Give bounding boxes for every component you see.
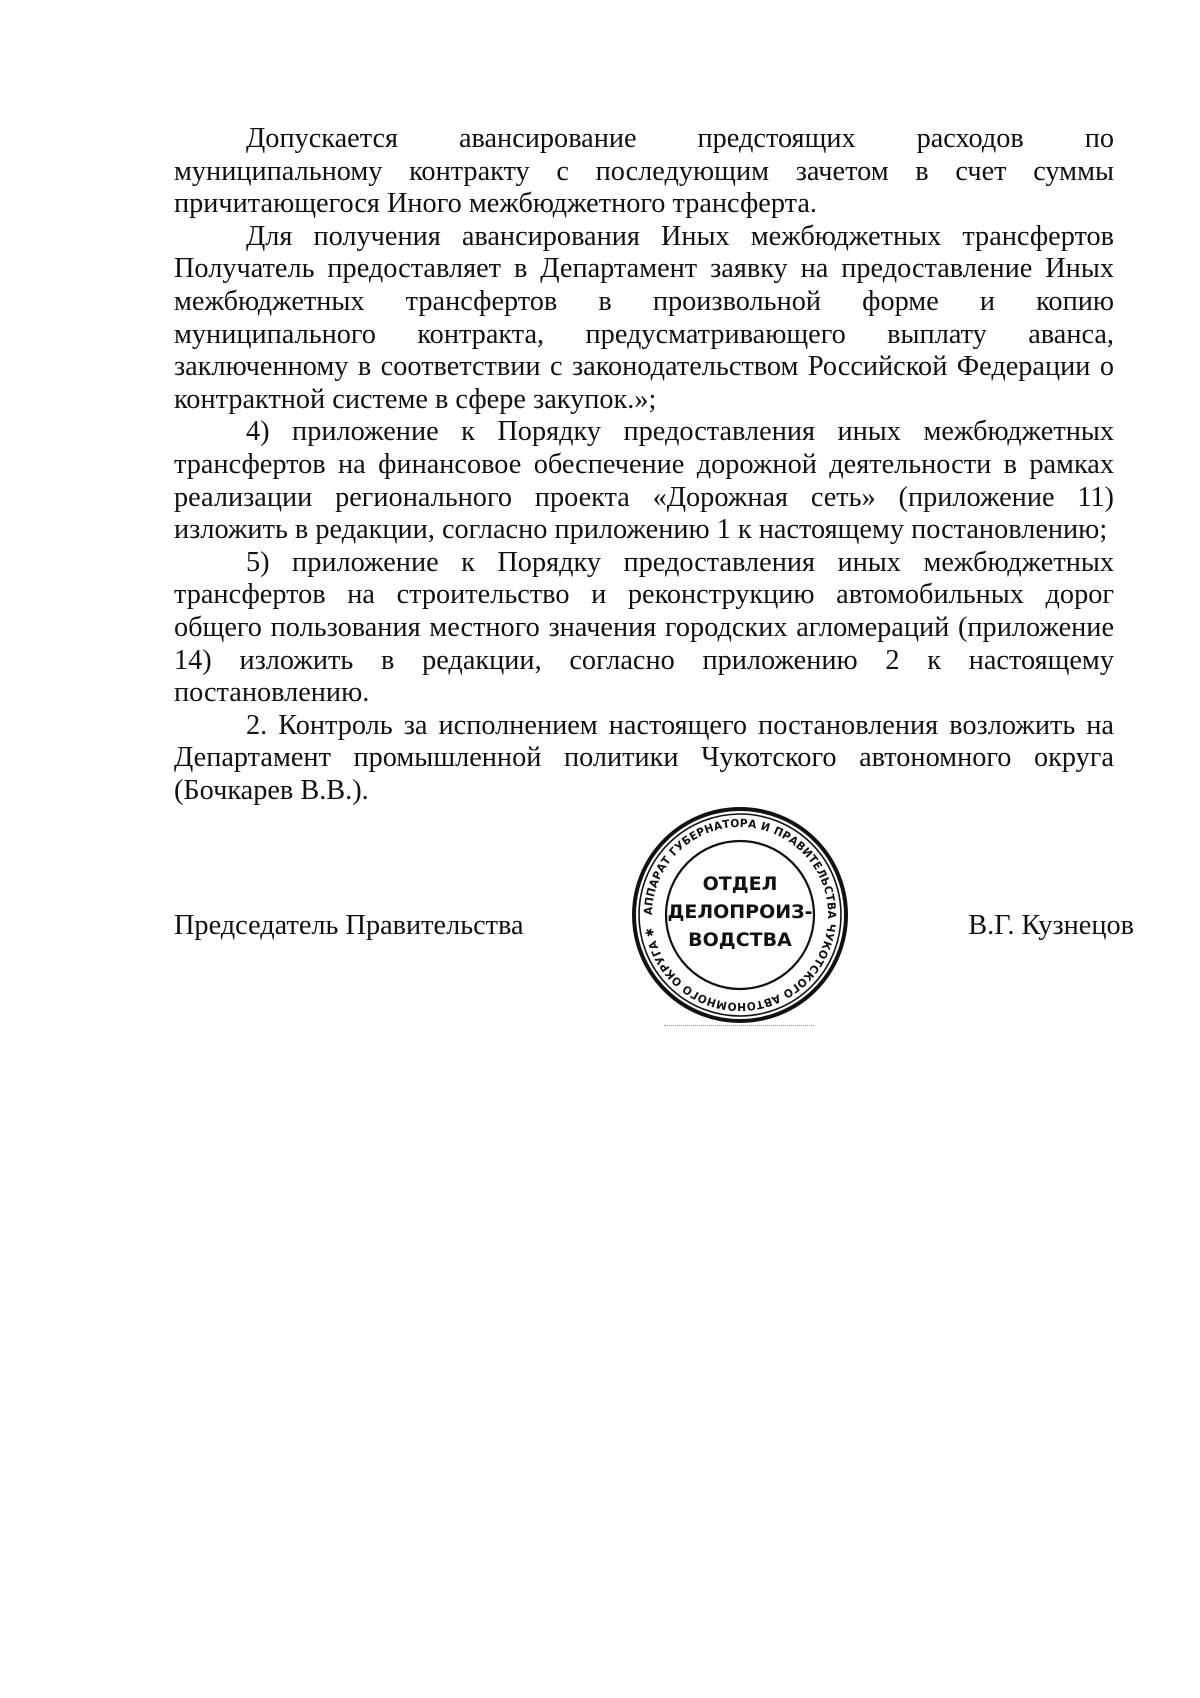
document-body	[174, 123, 1114, 807]
seal-ring-text: АППАРАТ ГУБЕРНАТОРА И ПРАВИТЕЛЬСТВА ЧУКОТСКОГО АВТОНОМНОГО ОКРУГА ✱	[641, 816, 839, 1014]
scan-artifact-divider	[664, 1025, 814, 1026]
official-seal	[630, 805, 850, 1025]
signer-name: В.Г. Кузнецов	[968, 910, 1134, 941]
seal-line-1: ОТДЕЛ	[702, 873, 778, 895]
seal-line-2: ДЕЛОПРОИЗ-	[667, 901, 813, 923]
seal-graphic	[630, 805, 850, 1025]
signer-position: Председатель Правительства	[174, 910, 524, 941]
paragraph-control: 2. Контроль за исполнением настоящего постановления возложить на Департамент промышленной политики Чукотского автономного округа (Бочкарев В.В.).	[174, 709, 1114, 806]
paragraph-item-5: 5) приложение к Порядку предоставления иных межбюджетных трансфертов на строительство и реконструкцию автомобильных дорог общего пользования местного значения городских агломераций (приложение 14) изложить в редакции, согласно приложению 2 к настоящему постановлению.	[174, 546, 1114, 709]
paragraph-advance-request: Для получения авансирования Иных межбюджетных трансфертов Получатель предоставляет в Департамент заявку на предоставление Иных межбюджетных трансфертов в произвольной форме и копию муниципального контракта, предусматривающего выплату аванса, заключенному в соответствии с законодательством Российской Федерации о контрактной системе в сфере закупок.»;	[174, 220, 1114, 415]
paragraph-item-4: 4) приложение к Порядку предоставления иных межбюджетных трансфертов на финансовое обеспечение дорожной деятельности в рамках реализации регионального проекта «Дорожная сеть» (приложение 11) изложить в редакции, согласно приложению 1 к настоящему постановлению;	[174, 416, 1114, 546]
seal-line-3: ВОДСТВА	[688, 929, 792, 951]
paragraph-advance-payment: Допускается авансирование предстоящих расходов по муниципальному контракту с последующим зачетом в счет суммы причитающегося Иного межбюджетного трансферта.	[174, 123, 1114, 220]
